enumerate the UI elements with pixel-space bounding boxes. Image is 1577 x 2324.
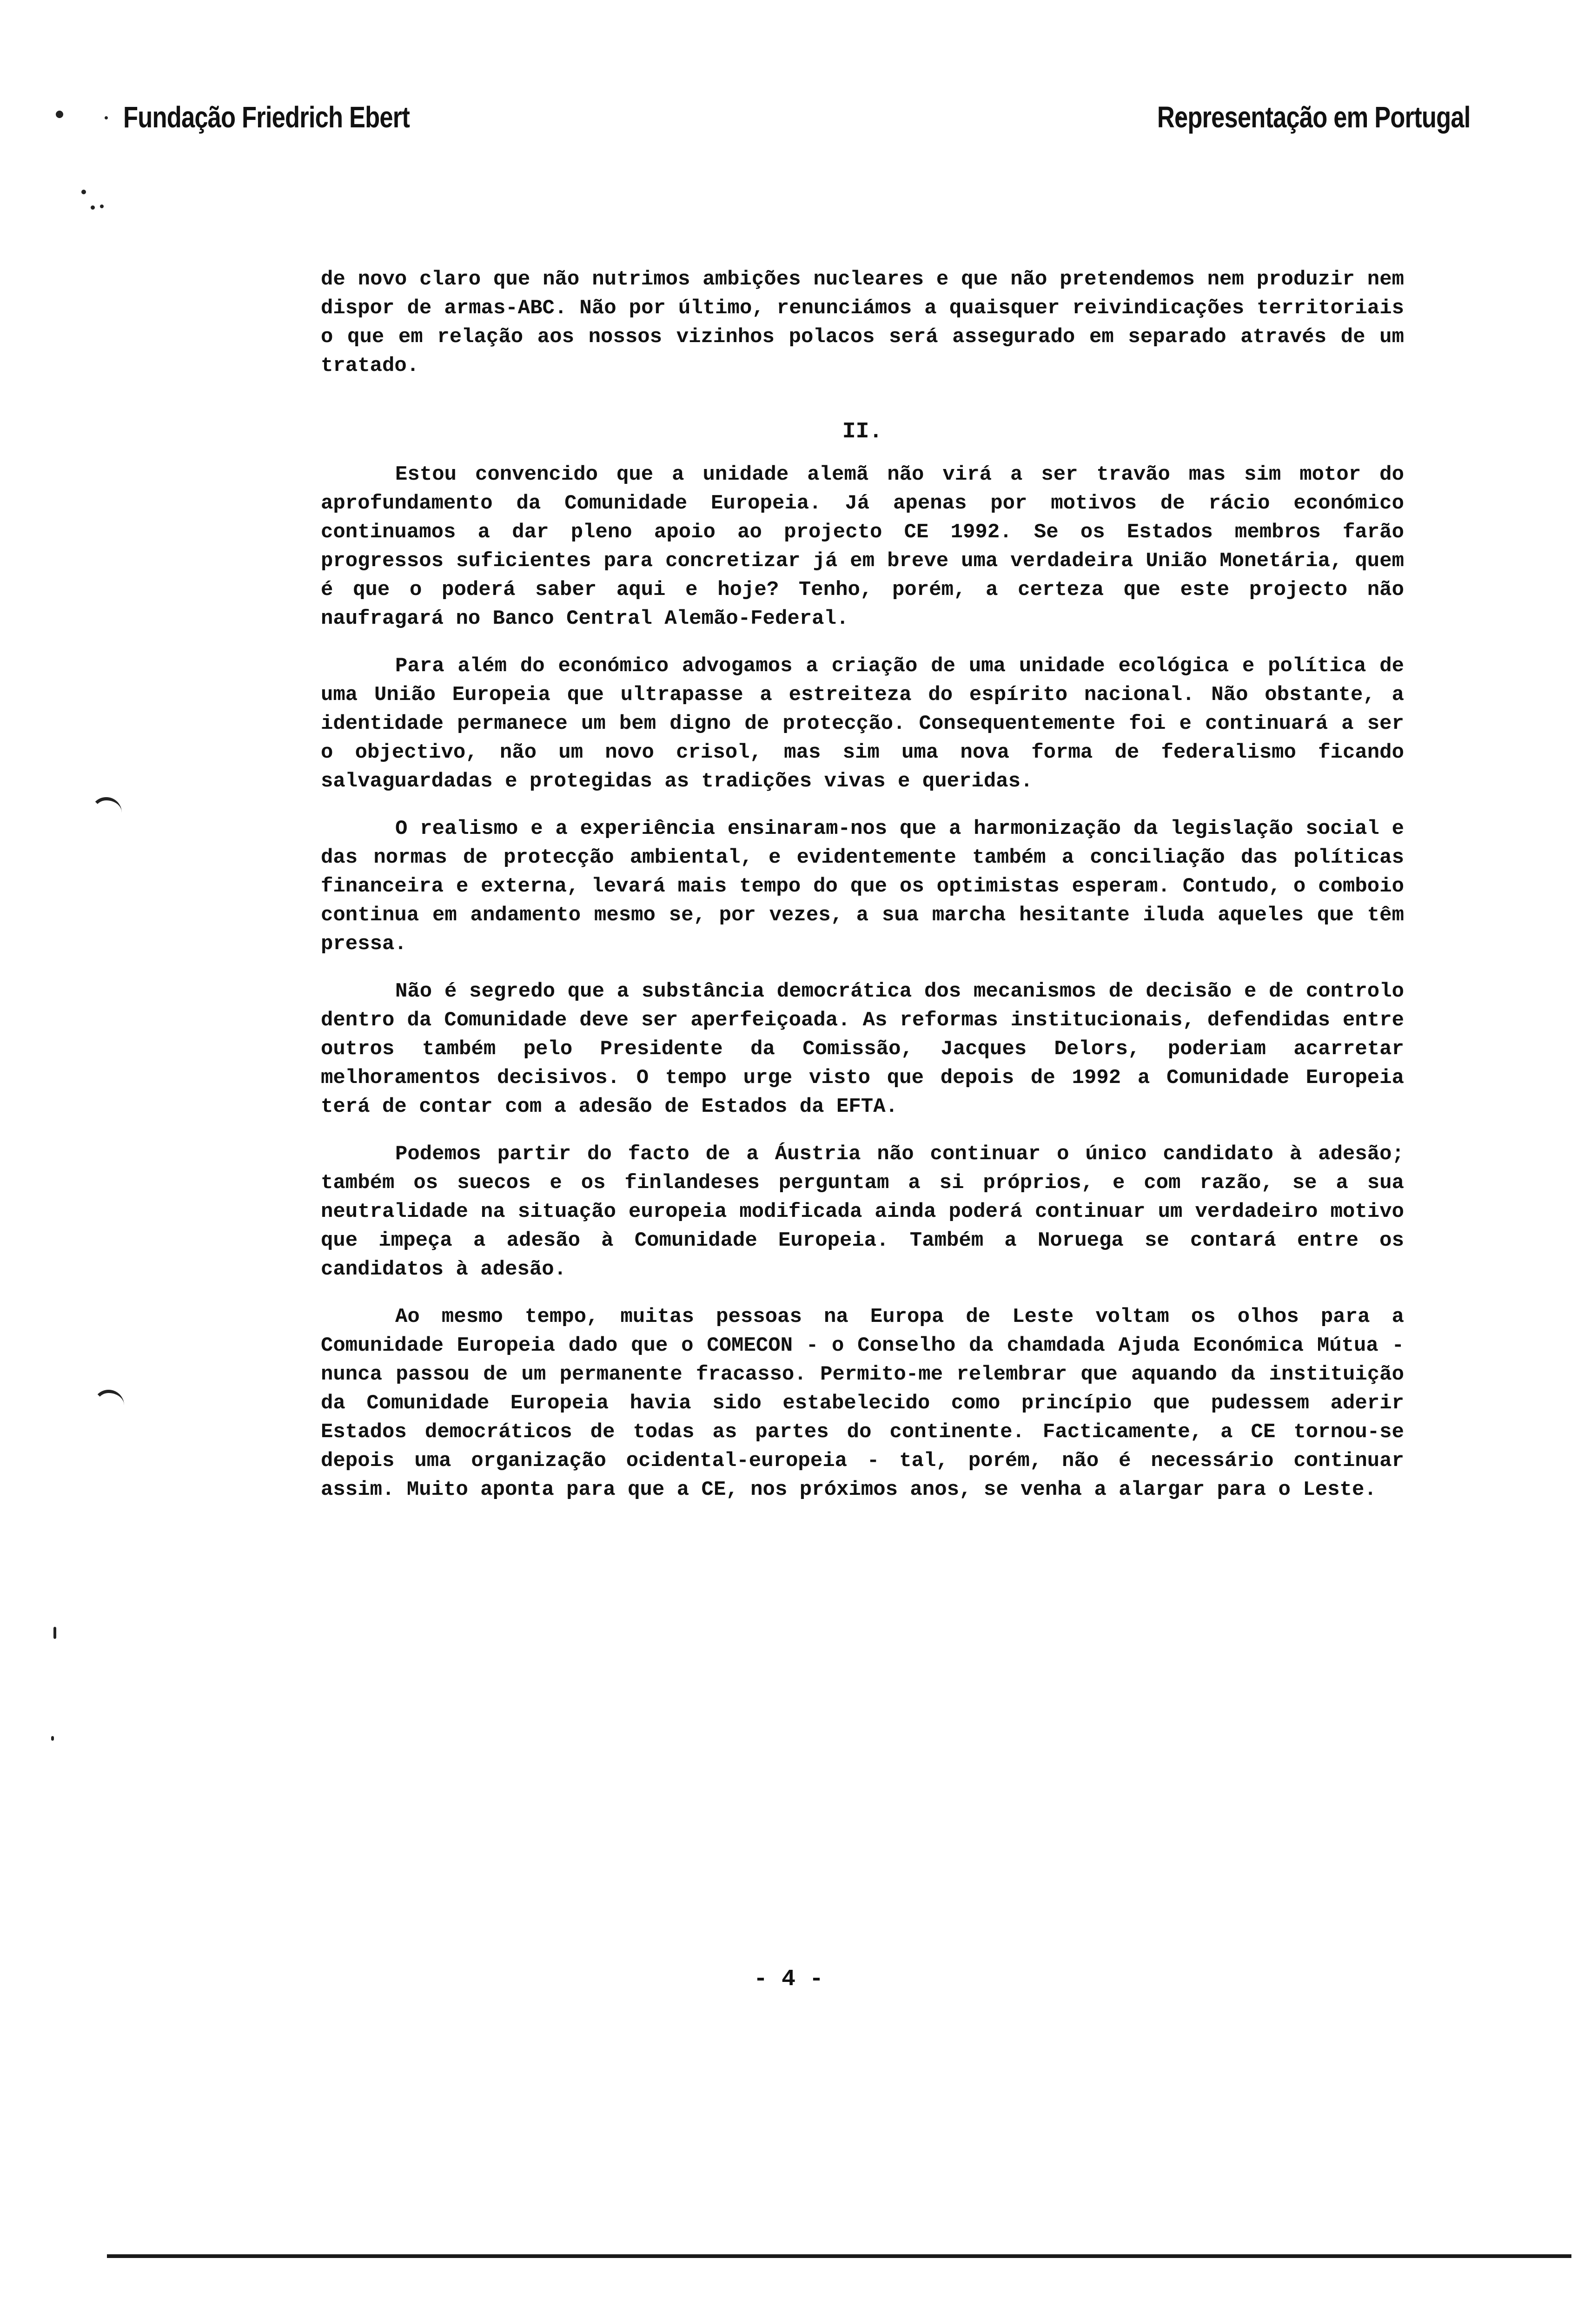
- scan-speck: [56, 111, 63, 118]
- paragraph: de novo claro que não nutrimos ambições nucleares e que não pretendemos nem produzir nem dispor de armas-ABC. Não por último, renunciámos a quaisquer reivindicações territoriais o que em relação aos nossos vizinhos polacos será assegurado em separado através de um tratado.: [321, 268, 1404, 377]
- header-office: Representação em Portugal: [1157, 100, 1470, 134]
- paragraph: Para além do económico advogamos a criação de uma unidade ecológica e política de uma União Europeia que ultrapasse a estreiteza do espírito nacional. Não obstante, a identidade permanece um bem digno de protecção. Consequentemente foi e continuará a ser o objectivo, não um novo crisol, mas sim uma nova forma de federalismo ficando salvaguardadas e protegidas as tradições vivas e queridas.: [321, 654, 1404, 793]
- scan-speck: [53, 1627, 56, 1639]
- scan-speck: [81, 190, 86, 194]
- paragraph: Podemos partir do facto de a Áustria não continuar o único candidato à adesão; também os suecos e os finlandeses perguntam a si próprios, e com razão, se a sua neutralidade na situação europeia modificada ainda poderá continuar um verdadeiro motivo que impeça a adesão à Comunidade Europeia. Também a Noruega se contará entre os candidatos à adesão.: [321, 1142, 1404, 1281]
- paragraph: Estou convencido que a unidade alemã não virá a ser travão mas sim motor do aprofundamento da Comunidade Europeia. Já apenas por motivos de rácio económico continuamos a dar pleno apoio ao projecto CE 1992. Se os Estados membros farão progressos suficientes para concretizar já em breve uma verdadeira União Monetária, quem é que o poderá saber aqui e hoje? Tenho, porém, a certeza que este projecto não naufragará no Banco Central Alemão-Federal.: [321, 463, 1404, 630]
- footer-rule: [107, 2254, 1571, 2258]
- body-text: [321, 265, 1404, 1523]
- scan-mark: [91, 797, 122, 819]
- page-number: - 4 -: [753, 1966, 824, 1993]
- section-heading: II.: [842, 419, 883, 444]
- scan-speck: [105, 116, 108, 119]
- paragraph: Ao mesmo tempo, muitas pessoas na Europa de Leste voltam os olhos para a Comunidade Europeia dado que o COMECON - o Conselho da chamdada Ajuda Económica Mútua - nunca passou de um permanente fracasso. Permito-me relembrar que aquando da instituição da Comunidade Europeia havia sido estabelecido como princípio que pudessem aderir Estados democráticos de todas as partes do continente. Facticamente, a CE tornou-se depois uma organização ocidental-europeia - tal, porém, não é necessário continuar assim. Muito aponta para que a CE, nos próximos anos, se venha a alargar para o Leste.: [321, 1305, 1404, 1501]
- scan-speck: [91, 205, 95, 210]
- scan-speck: [100, 205, 104, 208]
- paragraph: O realismo e a experiência ensinaram-nos que a harmonização da legislação social e das normas de protecção ambiental, e evidentemente também a conciliação das políticas financeira e externa, levará mais tempo do que os optimistas esperam. Contudo, o comboio continua em andamento mesmo se, por vezes, a sua marcha hesitante iluda aqueles que têm pressa.: [321, 817, 1404, 956]
- scan-speck: [51, 1736, 54, 1741]
- header-organization: Fundação Friedrich Ebert: [123, 100, 410, 134]
- scan-mark: [93, 1390, 124, 1412]
- paragraph: Não é segredo que a substância democrática dos mecanismos de decisão e de controlo dentro da Comunidade deve ser aperfeiçoada. As reformas institucionais, defendidas entre outros também pelo Presidente da Comissão, Jacques Delors, poderiam acarretar melhoramentos decisivos. O tempo urge visto que depois de 1992 a Comunidade Europeia terá de contar com a adesão de Estados da EFTA.: [321, 980, 1404, 1118]
